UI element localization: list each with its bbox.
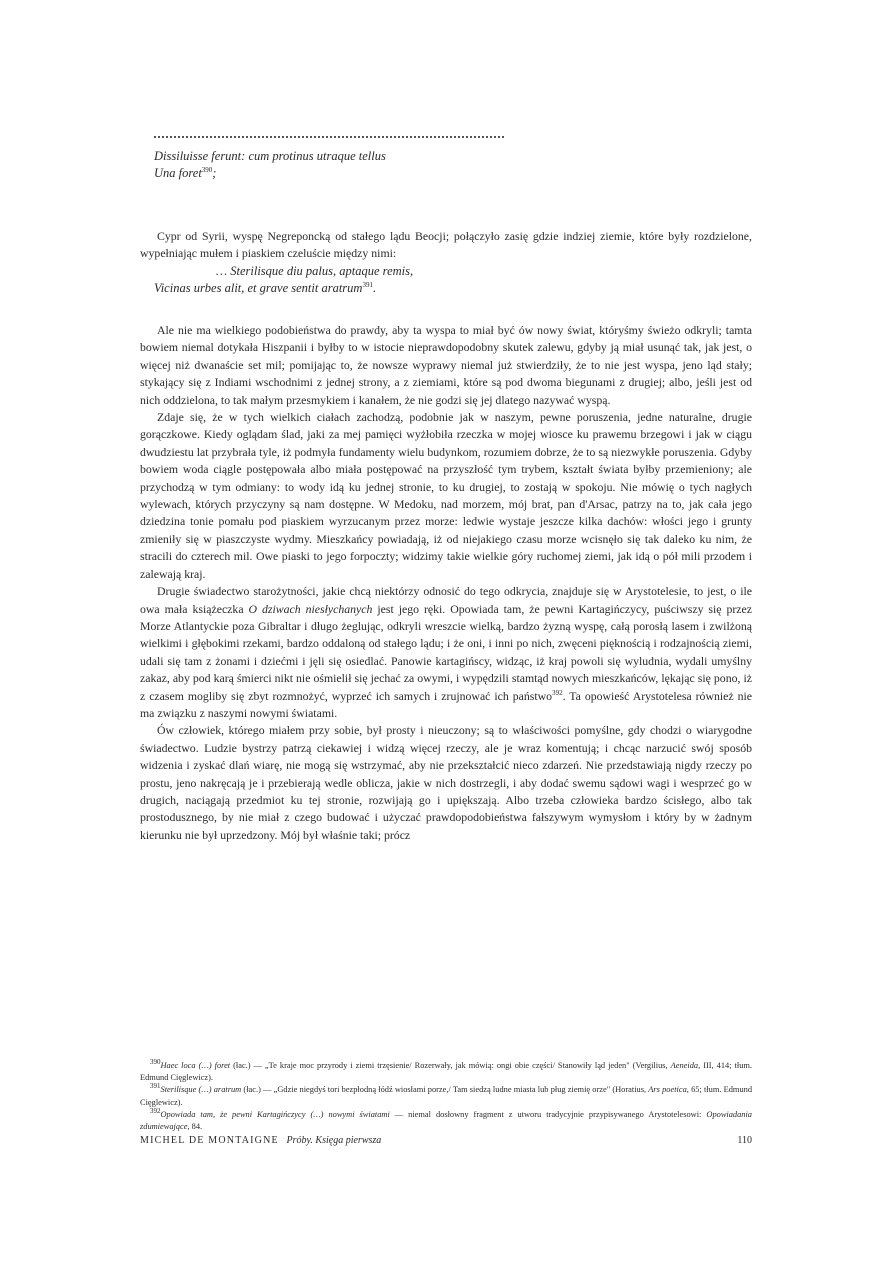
footnote-390	[140, 1060, 752, 1084]
paragraph: Ów człowiek, którego miałem przy sobie, był prosty i nieuczony; są to właściwości pomyślne, gdy chodzi o wiarygodne świadectwo. Ludzie bystrzy patrzą ciekawiej i widzą więcej rzeczy, ale je wraz komentują; i chcąc narzucić swój sposób widzenia i zyskać dlań wiarę, nie mogą się wstrzymać, aby nie przekształcić nieco zdarzeń. Nie przedstawiają nigdy rzeczy po prostu, jeno nakręcają je i przebierają wedle oblicza, jakie w nich dostrzegli, i aby dodać swemu sądowi wagi i wesprzeć go w drugich, naciągają przedmiot ku tej stronie, rozwijają go i upiększają. Albo trzeba człowieka bardzo ścisłego, albo tak prostodusznego, by nie miał z czego budować i użyczać prawdopodobieństwa fałszywym wymysłom i który by w żadnym kierunku nie był uprzedzony. Mój był właśnie taki; prócz	[140, 723, 752, 842]
paragraph: Zdaje się, że w tych wielkich ciałach zachodzą, podobnie jak w naszym, pewne poruszenia, jedne naturalne, drugie gorączkowe. Kiedy oglądam ślad, jaki za mej pamięci wyżłobiła rzeczka w mojej wiosce ku prawemu brzegowi i jak w ciągu dwudziestu lat przybrała tyle, iż podmyła fundamenty wielu budynkom, rozumiem dobrze, że to są niezwykłe poruszenia. Gdyby bowiem woda ciągle postępowała albo miała postępować na przyszłość tym trybem, kształt świata byłby przemieniony; ale przychodzą w tym odmiany: to wody idą ku jednej stronie, to ku drugiej, to zostają w spokoju. Nie mówię o tych nagłych wylewach, których przyczyny są nam dostępne. W Medoku, nad morzem, mój brat, pan d'Arsac, patrzy na to, jak cała jego dziedzina tonie pomału pod piaskiem wyrzucanym przez morze: ledwie wystaje jeszcze kilka dachów: włości jego i grunty zmieniły się w piaszczyste wydmy. Mieszkańcy powiadają, iż od niejakiego czasu morze wcisnęło się tak daleko ku nim, że stracili do czterech mil. Owe piaski to jego forpoczty; widzimy takie wielkie góry ruchomej ziemi, jak idą o pół mili przodem i zalewają kraj.	[140, 410, 752, 581]
paragraph-text: Drugie świadectwo starożytności, jakie chcą niektórzy odnosić do tego odkrycia, znajduje się w Arystotelesie, to jest, o ile owa mała książeczka	[140, 584, 752, 616]
footnote-work: Ars poetica	[648, 1085, 687, 1095]
verse-text: Vicinas urbes alit, et grave sentit aratrum	[154, 281, 363, 295]
footnotes	[140, 1060, 752, 1133]
footnote-number: 391	[150, 1082, 161, 1091]
page-number: 110	[737, 1135, 752, 1146]
footnote-lemma: Opowiada tam, że pewni Kartagińczycy (…) nowymi światami	[160, 1109, 390, 1119]
verse-quote-1	[154, 148, 386, 182]
body-text	[140, 322, 752, 844]
footnote-392	[140, 1109, 752, 1133]
verse-line	[154, 280, 413, 297]
footnote-text: , 84.	[187, 1122, 203, 1132]
paragraph-text: . Ta opowieść Arystotelesa również nie ma związku z naszymi nowymi światami.	[140, 688, 752, 720]
footnote-number: 392	[150, 1107, 161, 1116]
paragraph-text: Cypr od Syrii, wyspę Negreponcką od stałego lądu Beocji; połączyło zasię gdzie indziej ziemie, które były rozdzielone, wypełniając mułem i piaskiem czeluście między nimi:	[140, 229, 752, 261]
verse-ellipsis-rule	[154, 136, 504, 138]
footnote-ref-390[interactable]: 390	[201, 165, 213, 174]
paragraph	[140, 583, 752, 722]
paragraph-text: jest jego ręki. Opowiada tam, że pewni Kartagińczycy, puściwszy się przez Morze Atlantyckie poza Gibraltar i długo żeglując, odkryli wreszcie wielką, bardzo żyzną wyspę, całą porosłą lasem i zwilżoną wielkimi i głębokimi rzekami, bardzo oddaloną od stałego lądu; i że oni, i inni po nich, zwęceni pięknością i rodzajnością ziemi, udali się tam z żonami i dziećmi i jęli się osiedlać. Panowie kartagińscy, widząc, iż kraj powoli się wyludnia, wydali umyślny zakaz, aby pod karą śmierci nikt nie ośmielił się jechać za owymi, i wypędzili stamtąd nowych mieszkańców, lękając się pono, iż z czasem mogliby się zbyt rozmnożyć, wyprzeć ich samych i zrujnować ich państwo	[140, 601, 753, 703]
verse-line: Dissiluisse ferunt: cum protinus utraque tellus	[154, 149, 386, 163]
footnote-391	[140, 1084, 752, 1108]
footnote-text: — niemal dosłowny fragment z utworu tradycyjnie przypisywanego Arystotelesowi:	[389, 1109, 707, 1119]
footnote-lemma: Haec loca (…) foret	[160, 1061, 231, 1070]
footnote-text: , III, 414; tłum. Edmund Cięglewicz).	[140, 1061, 752, 1083]
paragraph: Ale nie ma wielkiego podobieństwa do prawdy, aby ta wyspa to miał być ów nowy świat, któryśmy świeżo odkryli; tamta bowiem niemal dotykała Hiszpanii i byłby to w istocie nieprawdopodobny skutek zalewu, gdyby ją miał usunąć tak, jak jest, o więcej niż dwanaście set mil; pomijając to, że nowsze wyprawy niemal już stwierdziły, że to nie jest wyspa, jeno ląd stały; stykający się z Indiami wschodnimi z jednej strony, a z ziemiami, które są pod dwoma biegunami z drugiej; albo, jeśli jest od nich oddzielona, to tak małym przesmykiem i kanałem, że nie godzi się jej dlatego nazywać wyspą.	[140, 323, 752, 407]
paragraph-intro	[140, 228, 752, 263]
book-title: O dziwach niesłychanych	[248, 601, 373, 616]
footnote-text: (łac.) — „Te kraje moc przyrody i ziemi trzęsienie/ Rozerwały, jak mówią: ongi obie części/ Stanowiły ląd jeden" (Vergilius,	[230, 1061, 671, 1070]
verse-punct: ;	[212, 166, 217, 180]
footnote-text: (łac.) — „Gdzie niegdyś tori bezpłodną łódź wiosłami porze,/ Tam siedzą ludne miasta lub pług ziemię orze" (Horatius,	[241, 1085, 649, 1095]
footnote-lemma: Sterilisque (…) aratrum	[160, 1085, 242, 1095]
verse-text: Una foret	[154, 166, 202, 180]
footer-work-title: Próby. Księga pierwsza	[286, 1135, 382, 1146]
footnote-work: Aeneida	[670, 1061, 699, 1070]
verse-quote-2	[154, 263, 413, 297]
verse-punct: .	[372, 281, 377, 295]
footnote-ref-392[interactable]: 392	[552, 688, 563, 697]
footnote-work: Opowiadania zdumiewające	[140, 1109, 752, 1132]
verse-line	[154, 165, 386, 182]
page-footer	[140, 1135, 752, 1146]
footnote-ref-391[interactable]: 391	[362, 280, 373, 289]
verse-line: … Sterilisque diu palus, aptaque remis,	[216, 264, 414, 278]
footnote-number: 390	[150, 1058, 161, 1067]
footnote-text: , 65; tłum. Edmund Cięglewicz).	[140, 1085, 753, 1107]
footer-author: MICHEL DE MONTAIGNE	[140, 1135, 279, 1146]
